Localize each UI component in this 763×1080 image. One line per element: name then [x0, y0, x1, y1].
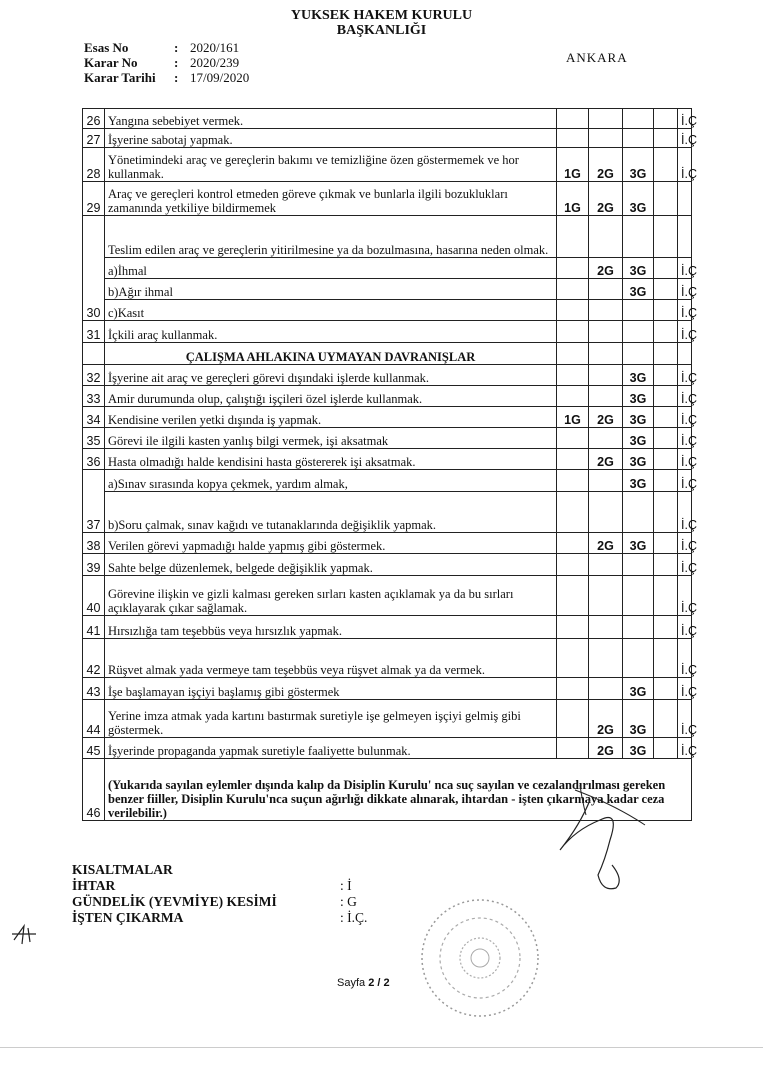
table-row: 30 Teslim edilen araç ve gereçlerin yitirilmesine ya da bozulmasına, hasarına neden olmak.: [83, 216, 692, 258]
table-row: 27 İşyerine sabotaj yapmak. İ.Ç: [83, 129, 692, 148]
abbr-gundelik: GÜNDELİK (YEVMİYE) KESİMİ : G: [72, 894, 357, 909]
table-row: 28 Yönetimindeki araç ve gereçlerin bakımı ve temizliğine özen göstermemek ve hor kullanmak. 1G 2G 3G İ.Ç: [83, 148, 692, 182]
table-row: a)İhmal 2G 3G İ.Ç: [83, 258, 692, 279]
table-row: 33 Amir durumunda olup, çalıştığı işçileri özel işlerde kullanmak. 3G İ.Ç: [83, 386, 692, 407]
table-row: 29 Araç ve gereçleri kontrol etmeden göreve çıkmak ve bunlarla ilgili bozuklukları zamanında yetkiliye bildirmemek 1G 2G 3G: [83, 182, 692, 216]
official-stamp-icon: [405, 890, 555, 1030]
case-meta: [84, 40, 249, 85]
page-bottom-line: [0, 1047, 763, 1048]
page-number: Sayfa 2 / 2: [337, 977, 390, 989]
meta-esas: Esas No : 2020/161: [84, 40, 240, 55]
table-row: 32 İşyerine ait araç ve gereçleri görevi dışındaki işlerde kullanmak. 3G İ.Ç: [83, 365, 692, 386]
table-row: b)Ağır ihmal 3G İ.Ç: [83, 279, 692, 300]
table-row: 40 Görevine ilişkin ve gizli kalması gereken sırları kasten açıklamak ya da bu sırları açıklayarak çıkar sağlamak. İ.Ç: [83, 576, 692, 616]
initial-mark-icon: [10, 922, 40, 948]
abbr-ihtar: İHTAR : İ: [72, 878, 352, 893]
penalty-table: [82, 108, 697, 821]
table-row: 31 İçkili araç kullanmak. İ.Ç: [83, 321, 692, 343]
abbr-isten-cikarma: İŞTEN ÇIKARMA : İ.Ç.: [72, 910, 368, 925]
abbreviations: [72, 862, 367, 926]
section-row: [83, 343, 692, 365]
abbreviations-title: KISALTMALAR: [72, 862, 173, 877]
table-row: 41 Hırsızlığa tam teşebbüs veya hırsızlık yapmak. İ.Ç: [83, 616, 692, 639]
table-row: 36 Hasta olmadığı halde kendisini hasta göstererek işi aksatmak. 2G 3G İ.Ç: [83, 449, 692, 470]
table-row: 34 Kendisine verilen yetki dışında iş yapmak. 1G 2G 3G İ.Ç: [83, 407, 692, 428]
meta-karar: Karar No : 2020/239: [84, 55, 240, 70]
table-row: 26 Yangına sebebiyet vermek. İ.Ç: [83, 109, 692, 129]
table-row: 39 Sahte belge düzenlemek, belgede değişiklik yapmak. İ.Ç: [83, 554, 692, 576]
table-row: 37 a)Sınav sırasında kopya çekmek, yardım almak, 3G İ.Ç: [83, 470, 692, 492]
table-row: 45 İşyerinde propaganda yapmak suretiyle faaliyette bulunmak. 2G 3G İ.Ç: [83, 738, 692, 759]
section-title: ÇALIŞMA AHLAKINA UYMAYAN DAVRANIŞLAR: [105, 343, 557, 365]
table-row: 46 (Yukarıda sayılan eylemler dışında kalıp da Disiplin Kurulu' nca suç sayılan ve cezalandırılması gereken benzer fiiller, Disiplin Kurulu'nca suçun ağırlığı dikkate alınarak, ihtardan - işten çıkarmaya kadar ceza verilebilir.): [83, 759, 692, 821]
table-row: 44 Yerine imza atmak yada kartını bastırmak suretiyle işe gelmeyen işçiyi gelmiş gibi göstermek. 2G 3G İ.Ç: [83, 700, 692, 738]
table-row: b)Soru çalmak, sınav kağıdı ve tutanaklarında değişiklik yapmak. İ.Ç: [83, 492, 692, 533]
table-row: 38 Verilen görevi yapmadığı halde yapmış gibi göstermek. 2G 3G İ.Ç: [83, 533, 692, 554]
table-row: 43 İşe başlamayan işçiyi başlamış gibi göstermek 3G İ.Ç: [83, 678, 692, 700]
meta-tarih: Karar Tarihi : 17/09/2020: [84, 70, 250, 85]
table-row: c)Kasıt İ.Ç: [83, 300, 692, 321]
table-row: 35 Görevi ile ilgili kasten yanlış bilgi vermek, işi aksatmak 3G İ.Ç: [83, 428, 692, 449]
document-subtitle: BAŞKANLIĞI: [336, 23, 427, 38]
table-row: 42 Rüşvet almak yada vermeye tam teşebbüs veya rüşvet almak ya da vermek. İ.Ç: [83, 639, 692, 678]
city-label: ANKARA: [566, 50, 628, 65]
document-title: YUKSEK HAKEM KURULU: [290, 8, 473, 23]
